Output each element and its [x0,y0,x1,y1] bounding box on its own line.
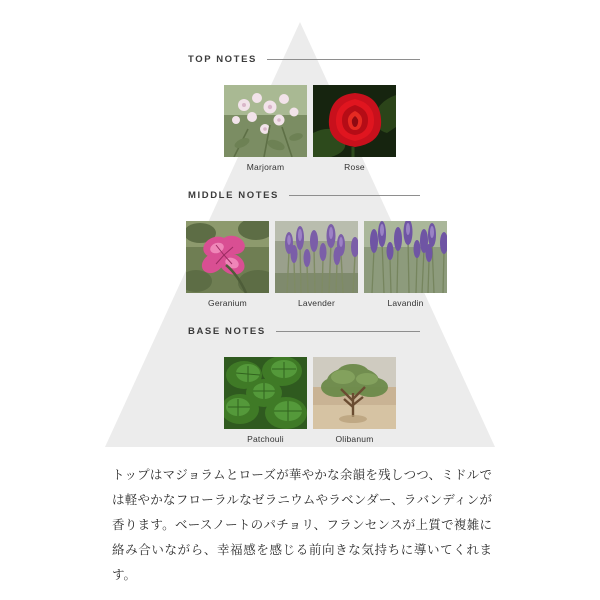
marjoram-photo [224,85,307,157]
note-caption: Marjoram [246,162,285,172]
note-item[interactable] [364,221,447,308]
geranium-photo [186,221,269,293]
note-item[interactable] [313,357,396,444]
section-divider-base-notes [276,331,420,332]
section-label-base-notes: BASE NOTES [188,326,266,337]
note-row-top [224,85,396,172]
rose-photo [313,85,396,157]
note-item[interactable] [275,221,358,308]
note-caption: Lavandin [387,298,424,308]
note-caption: Rose [344,162,365,172]
patchouli-photo [224,357,307,429]
section-divider-top-notes [267,59,420,60]
olibanum-photo [313,357,396,429]
note-caption: Olibanum [335,434,374,444]
description-text: トップはマジョラムとローズが華やかな余韻を残しつつ、ミドルでは軽やかなフローラルなゼラニウムやラベンダー、ラバンディンが香ります。ベースノートのパチョリ、フランセンスが上質で複雑に絡み合いながら、幸福感を感じる前向きな気持ちに導いてくれます。 [112,467,492,582]
note-caption: Lavender [297,298,336,308]
lavandin-photo [364,221,447,293]
note-caption: Geranium [208,298,247,308]
section-header-base-notes [188,326,420,337]
section-header-middle-notes [188,190,420,201]
note-item[interactable] [224,85,307,172]
note-item[interactable] [313,85,396,172]
note-item[interactable] [224,357,307,444]
note-row-middle [186,221,447,308]
section-divider-middle-notes [289,195,420,196]
section-label-middle-notes: MIDDLE NOTES [188,190,279,201]
note-row-base [224,357,396,444]
note-caption: Patchouli [247,434,284,444]
section-label-top-notes: TOP NOTES [188,54,257,65]
section-header-top-notes [188,54,420,65]
note-item[interactable] [186,221,269,308]
lavender-photo [275,221,358,293]
